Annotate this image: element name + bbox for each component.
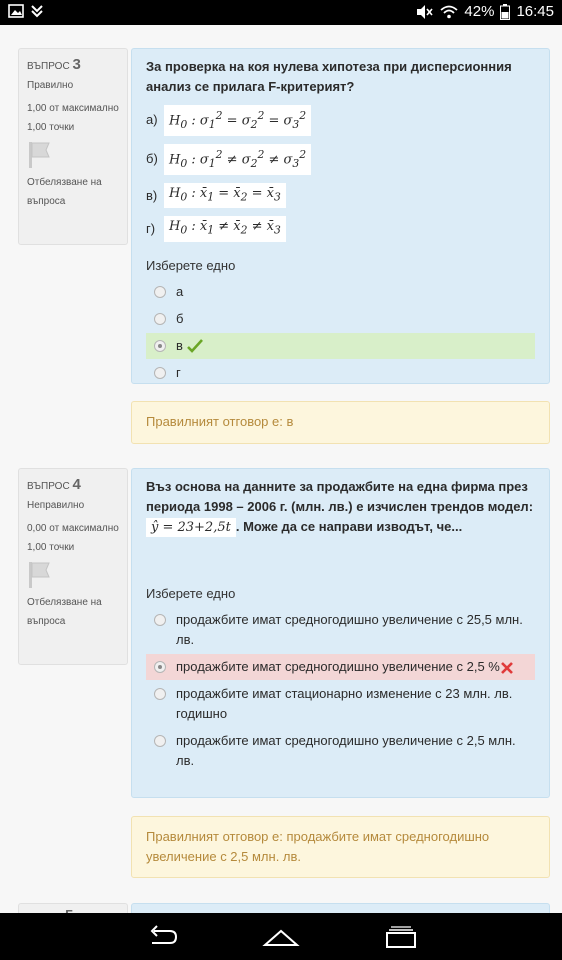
flag-icon[interactable] [27,141,53,169]
formula-c: в) $H_0$ : $x̄_1$ = $x̄_2$ = $x̄_3$ [146,183,535,209]
answer-options [146,279,535,386]
question-info [18,48,128,245]
question-grade: 1,00 от максимално 1,00 точки [27,103,119,133]
question-number: 4 [72,476,81,493]
answer-option[interactable] [146,607,535,653]
question-state: Правилно [27,80,74,91]
formula-image: $H_0$ : $\sigma_1^2 = \sigma_2^2 = \sigma_3^2$ [164,105,311,136]
battery-icon [500,4,510,20]
option-label: в [176,338,183,354]
question-text: За проверка на коя нулева хипотеза при дисперсионния анализ се прилага F-критерият? [146,59,512,94]
download-icon [30,4,44,18]
flag-icon[interactable] [27,561,53,589]
answer-prompt: Изберете едно [146,258,236,274]
formula-image: $H_0$ : $\sigma_1^2 \ne \sigma_2^2 \ne \sigma_3^2$ [164,144,311,175]
radio-button[interactable] [154,614,166,626]
option-label: б [176,311,184,327]
radio-button[interactable] [154,735,166,747]
option-label: продажбите имат средногодишно увеличение с 2,5 % [176,659,500,674]
flag-question-link[interactable]: Отбелязване на въпроса [27,597,102,627]
question-text: Въз основа на данните за продажбите на една фирма през периода 1998 – 2006 г. (млн. лв.) е изчислен трендов модел: ŷ = 23+2,5t . Може да се направи изводът, че... [146,479,534,535]
gallery-icon [8,4,24,18]
checkmark-icon [187,339,203,353]
radio-button-checked[interactable] [154,340,166,352]
answer-option[interactable] [146,306,535,332]
question-info [18,468,128,665]
formula-image: $H_0$ : $x̄_1$ = $x̄_2$ = $x̄_3$ [164,183,286,209]
radio-button[interactable] [154,313,166,325]
cross-icon [500,661,514,675]
option-label: а [176,284,184,300]
question-label: ВЪПРОС [27,481,70,492]
back-icon[interactable] [144,923,180,951]
formula-image: ŷ = 23+2,5t [146,518,236,537]
answer-prompt: Изберете едно [146,586,236,601]
question-grade: 0,00 от максимално 1,00 точки [27,523,119,553]
option-label: продажбите имат средногодишно увеличение с 25,5 млн. лв. [176,612,523,647]
wifi-icon [440,5,458,19]
formula-d: г) $H_0$ : $x̄_1$ ≠ $x̄_2$ ≠ $x̄_3$ [146,216,535,242]
answer-option[interactable] [146,279,535,305]
answer-option-incorrect[interactable] [146,654,535,680]
answer-option-correct[interactable] [146,333,535,359]
status-bar [0,0,562,25]
correct-answer-feedback: Правилният отговор е: продажбите имат средногодишно увеличение с 2,5 млн. лв. [131,816,550,878]
battery-percent: 42% [464,3,495,20]
answer-options [146,607,535,774]
formula-a: а) $H_0$ : $\sigma_1^2 = \sigma_2^2 = \sigma_3^2$ [146,105,535,136]
answer-option[interactable] [146,681,535,727]
question-state: Неправилно [27,500,85,511]
correct-answer-feedback: Правилният отговор е: в [131,401,550,444]
question-label: ВЪПРОС [27,61,70,72]
formula-image: $H_0$ : $x̄_1$ ≠ $x̄_2$ ≠ $x̄_3$ [164,216,286,242]
radio-button[interactable] [154,367,166,379]
option-label: г [176,365,181,381]
home-icon[interactable] [263,923,299,951]
quiz-review-page[interactable] [0,25,562,913]
radio-button[interactable] [154,688,166,700]
mute-icon [416,4,434,20]
question-content [131,48,550,384]
recent-apps-icon[interactable] [383,923,419,951]
formula-b: б) $H_0$ : $\sigma_1^2 \ne \sigma_2^2 \ne \sigma_3^2$ [146,144,535,175]
radio-button-checked[interactable] [154,661,166,673]
clock: 16:45 [516,3,554,20]
question-number: 3 [72,56,81,73]
answer-option[interactable] [146,360,535,386]
flag-question-link[interactable]: Отбелязване на въпроса [27,177,102,207]
option-label: продажбите имат средногодишно увеличение с 2,5 млн. лв. [176,733,516,768]
answer-option[interactable] [146,728,535,774]
radio-button[interactable] [154,286,166,298]
option-label: продажбите имат стационарно изменение с 23 млн. лв. годишно [176,686,513,721]
question-content [131,468,550,798]
navigation-bar [0,913,562,960]
